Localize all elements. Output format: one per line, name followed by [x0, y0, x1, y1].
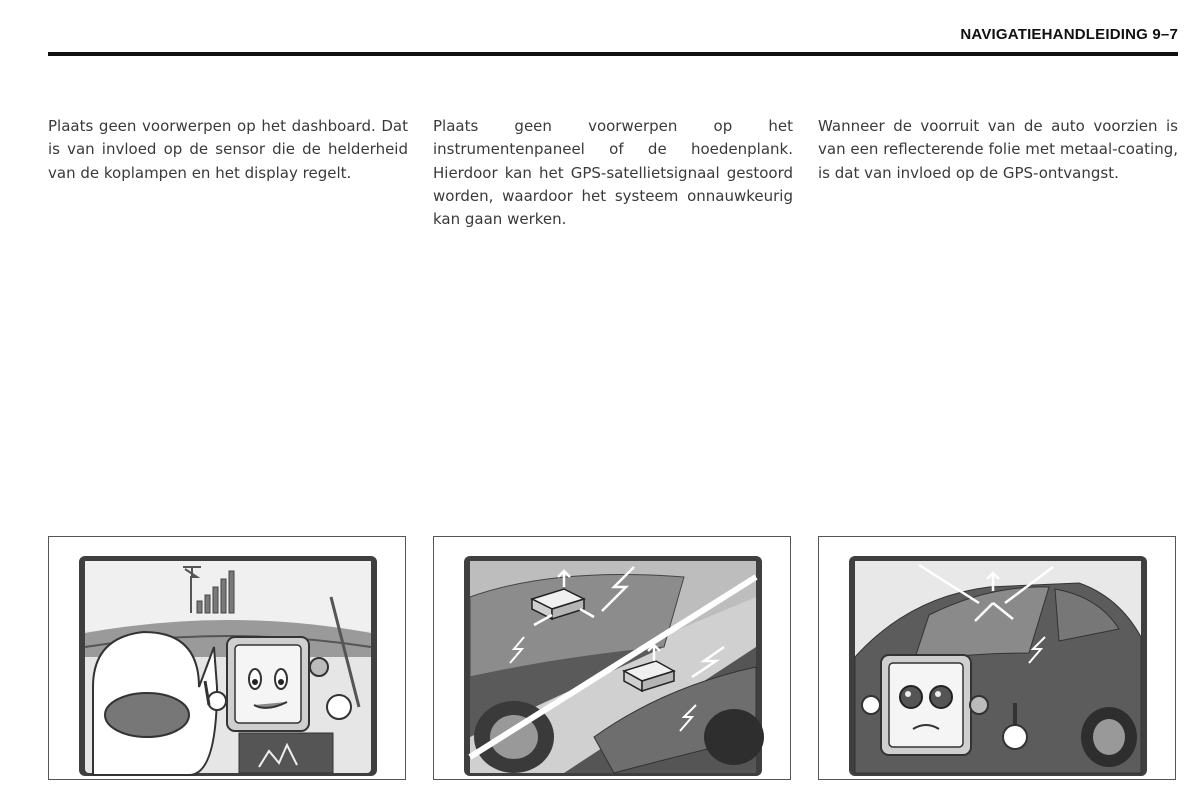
illustration-frame-3	[818, 536, 1176, 780]
page-header-title: NAVIGATIEHANDLEIDING 9–7	[960, 26, 1178, 43]
paragraph-instrument-panel: Plaats geen voorwerpen op het instrumentenpaneel of de hoedenplank. Hierdoor kan het GPS-satellietsignaal gestoord worden, waardoor het systeem onnauwkeurig kan gaan werken.	[433, 117, 793, 229]
text-column-1	[48, 115, 408, 185]
paragraph-dashboard: Plaats geen voorwerpen op het dashboard. Dat is van invloed op de sensor die de helderheid van de koplampen en het display regelt.	[48, 117, 408, 182]
reflective-windshield-illustration	[819, 537, 1175, 779]
header-divider	[48, 52, 1178, 56]
paragraph-windshield: Wanneer de voorruit van de auto voorzien is van een reflecterende folie met metaal-coating, is dat van invloed op de GPS-ontvangst.	[818, 117, 1178, 182]
illustration-frame-1	[48, 536, 406, 780]
gps-signal-blocked-illustration	[434, 537, 790, 779]
illustration-frame-2	[433, 536, 791, 780]
text-column-2	[433, 115, 793, 231]
text-column-3	[818, 115, 1178, 185]
dashboard-sensor-illustration	[49, 537, 405, 779]
